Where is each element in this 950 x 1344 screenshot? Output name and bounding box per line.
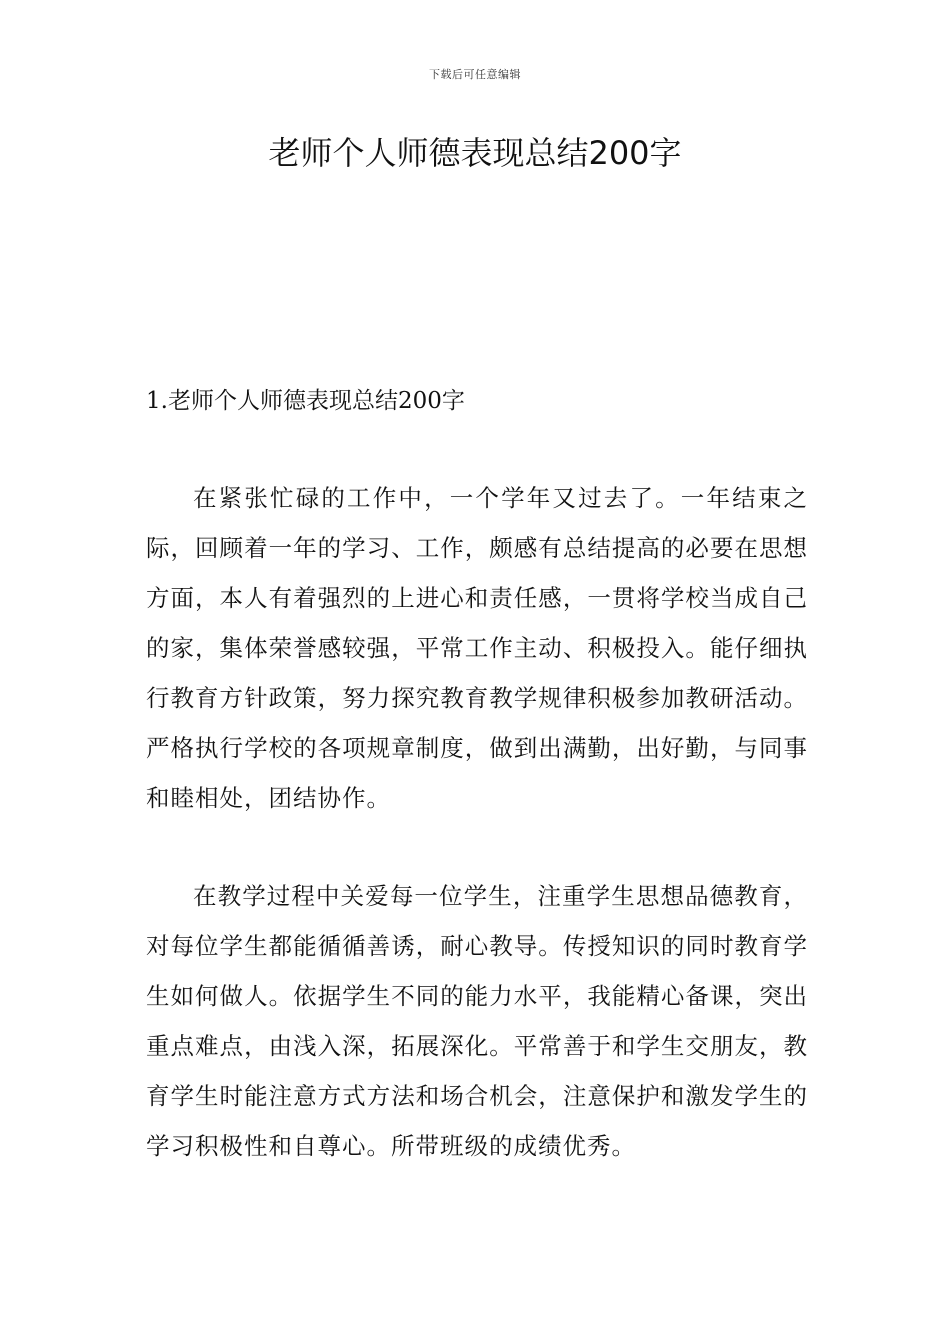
body-paragraph: 在教学过程中关爱每一位学生，注重学生思想品德教育，对每位学生都能循循善诱，耐心教导。传授知识的同时教育学生如何做人。依据学生不同的能力水平，我能精心备课，突出重点难点，由浅入深，拓展深化。平常善于和学生交朋友，教育学生时能注意方式方法和场合机会，注意保护和激发学生的学习积极性和自尊心。所带班级的成绩优秀。 [146,882,808,1160]
header-note: 下载后可任意编辑 [429,68,521,81]
section-heading: 1.老师个人师德表现总结200字 [146,388,465,414]
document-title: 老师个人师德表现总结200字 [268,134,682,172]
body-paragraph: 在紧张忙碌的工作中，一个学年又过去了。一年结束之际，回顾着一年的学习、工作，颇感有总结提高的必要在思想方面，本人有着强烈的上进心和责任感，一贯将学校当成自己的家，集体荣誉感较强，平常工作主动、积极投入。能仔细执行教育方针政策，努力探究教育教学规律积极参加教研活动。严格执行学校的各项规章制度，做到出满勤，出好勤，与同事和睦相处，团结协作。 [146,484,808,812]
